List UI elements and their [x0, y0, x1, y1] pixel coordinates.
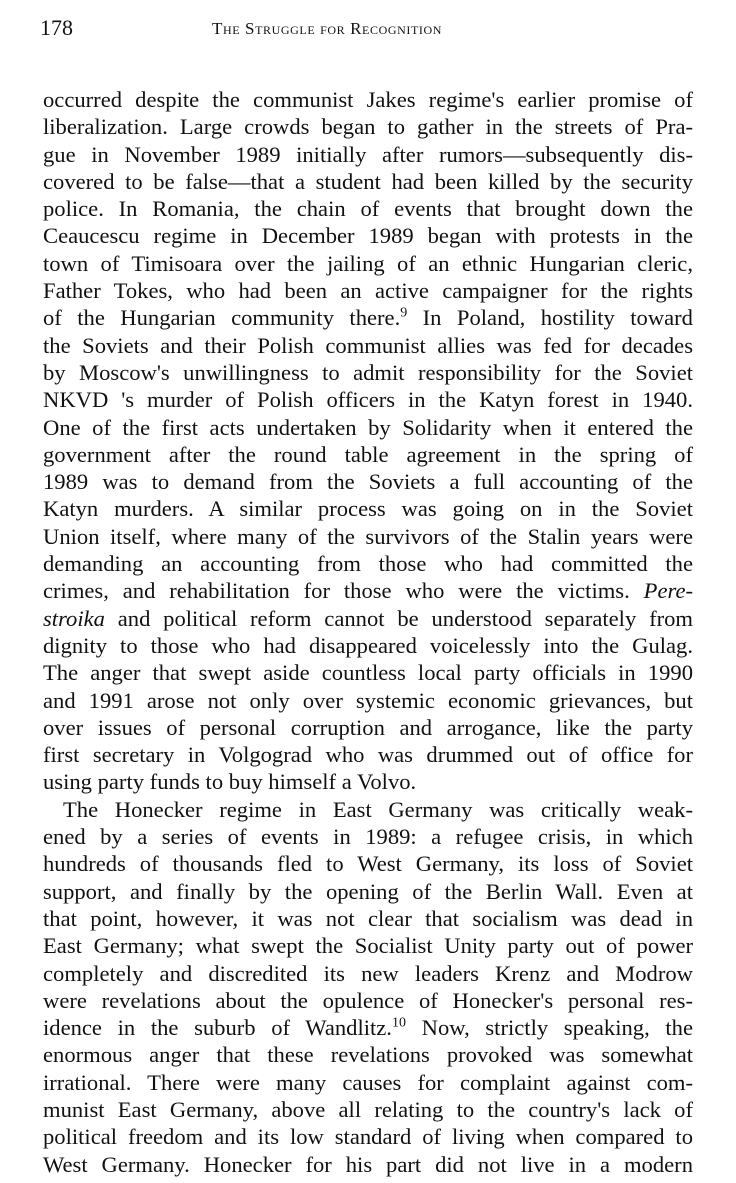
text-line: using party funds to buy himself a Volvo. [43, 769, 417, 795]
italic-term: stroika [43, 605, 105, 631]
text-line: town of Timisoara over the jailing of an ethnic Hungarian cleric, [43, 250, 693, 276]
text-line: the Soviets and their Polish communist allies was fed for decades [43, 332, 693, 358]
text-line: occurred despite the communist Jakes regime's earlier promise of [43, 87, 693, 112]
italic-term: Pere- [643, 578, 693, 604]
text-segment: and political reform cannot be understood separately from [117, 605, 693, 631]
text-line: hundreds of thousands fled to West Germany, its loss of Soviet [43, 851, 693, 877]
text-line: gue in November 1989 initially after rumors—subsequently dis- [43, 141, 693, 167]
text-segment: crimes, and rehabilitation for those who were the victims. [43, 578, 630, 604]
page-number: 178 [40, 15, 73, 40]
running-header [40, 14, 700, 44]
text-line: police. In Romania, the chain of events that brought down the [43, 196, 693, 222]
text-line: that point, however, it was not clear that socialism was dead in [43, 905, 693, 931]
text-line: Katyn murders. A similar process was going on in the Soviet [43, 496, 693, 522]
body-text [43, 86, 693, 1178]
text-line: completely and discredited its new leaders Krenz and Modrow [43, 960, 693, 986]
text-line: NKVD 's murder of Polish officers in the Katyn forest in 1940. [43, 387, 693, 413]
text-line: ened by a series of events in 1989: a refugee crisis, in which [43, 824, 693, 850]
text-line: liberalization. Large crowds began to gather in the streets of Pra- [43, 114, 693, 140]
text-segment: of the Hungarian community there. [43, 305, 401, 331]
text-line: were revelations about the opulence of Honecker's personal res- [43, 987, 693, 1013]
footnote-marker: 9 [400, 305, 408, 321]
running-title: The Struggle for Recognition [212, 19, 443, 38]
text-line [43, 1014, 693, 1041]
text-line [43, 577, 693, 604]
text-line: 1989 was to demand from the Soviets a full accounting of the [43, 469, 693, 495]
text-line: by Moscow's unwillingness to admit responsibility for the Soviet [43, 359, 693, 385]
text-line: dignity to those who had disappeared voicelessly into the Gulag. [43, 632, 693, 658]
text-line: government after the round table agreement in the spring of [43, 441, 693, 467]
text-line: political freedom and its low standard of living when compared to [43, 1124, 693, 1150]
text-line: munist East Germany, above all relating to the country's lack of [43, 1096, 693, 1122]
text-line: demanding an accounting from those who had committed the [43, 551, 693, 577]
text-segment: In Poland, hostility toward [422, 305, 693, 331]
text-line: covered to be false—that a student had been killed by the security [43, 168, 693, 194]
text-line: Father Tokes, who had been an active campaigner for the rights [43, 278, 693, 304]
text-line: West Germany. Honecker for his part did not live in a modern [43, 1151, 693, 1177]
text-line: Union itself, where many of the survivors of the Stalin years were [43, 523, 693, 549]
text-line: over issues of personal corruption and arrogance, like the party [43, 714, 693, 740]
text-line: enormous anger that these revelations provoked was somewhat [43, 1042, 693, 1068]
text-line: Ceaucescu regime in December 1989 began with protests in the [43, 223, 693, 249]
text-line: support, and finally by the opening of the Berlin Wall. Even at [43, 878, 693, 904]
text-line: One of the first acts undertaken by Solidarity when it entered the [43, 414, 693, 440]
text-line: East Germany; what swept the Socialist Unity party out of power [43, 933, 693, 959]
text-line: first secretary in Volgograd who was drummed out of office for [43, 742, 693, 768]
text-segment: idence in the suburb of Wandlitz. [43, 1015, 392, 1041]
footnote-marker: 10 [391, 1015, 406, 1031]
text-line: and 1991 arose not only over systemic economic grievances, but [43, 687, 693, 713]
text-line: The Honecker regime in East Germany was critically weak- [63, 796, 693, 822]
text-line [43, 605, 693, 632]
text-segment: Now, strictly speaking, the [421, 1015, 694, 1041]
text-line: irrational. There were many causes for complaint against com- [43, 1069, 693, 1095]
text-line [43, 304, 693, 331]
text-line: The anger that swept aside countless local party officials in 1990 [43, 660, 693, 686]
